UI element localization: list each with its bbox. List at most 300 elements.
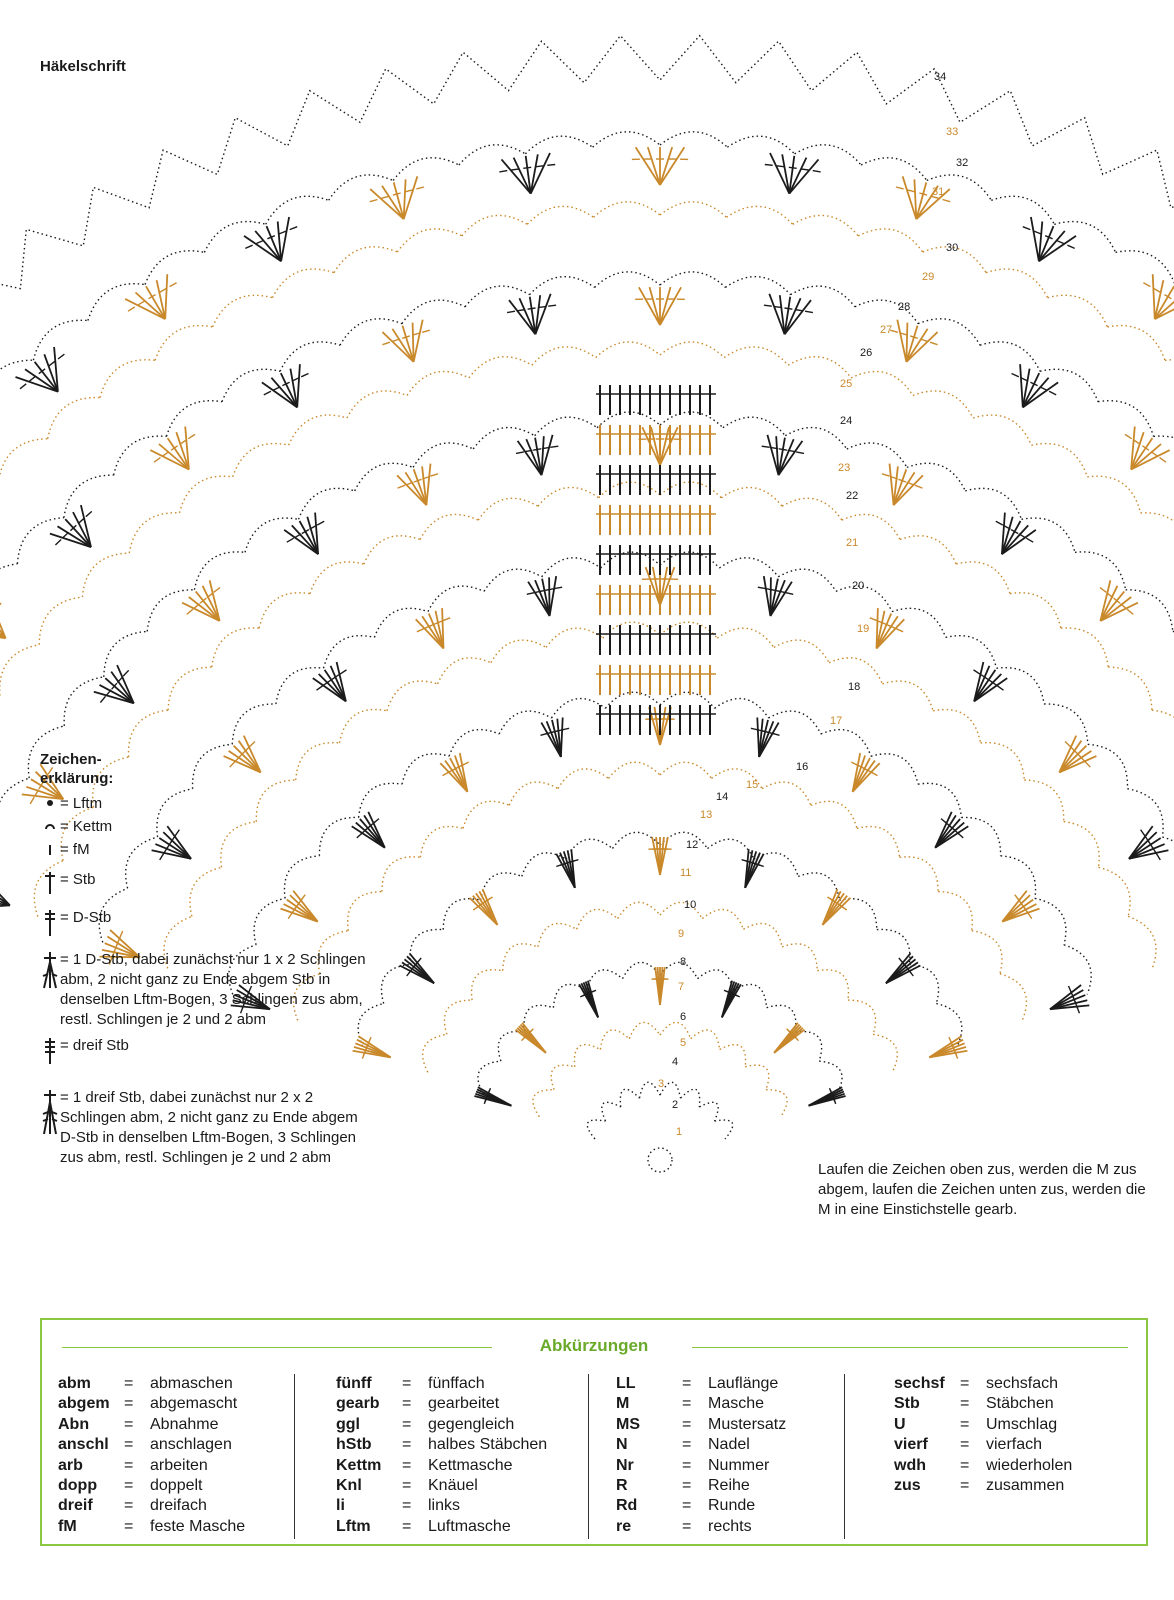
abbreviation-row: [894, 1394, 1072, 1414]
abbreviations-box: [40, 1318, 1148, 1546]
stitch-crossbar: [163, 452, 170, 457]
abbreviation-key: anschl: [58, 1436, 109, 1454]
stitch-crossbar: [499, 171, 507, 172]
stitch-crossbar: [1023, 227, 1031, 230]
stitch-post: [660, 147, 684, 185]
abbreviation-key: dreif: [58, 1497, 93, 1515]
stitch-crossbar: [785, 308, 793, 309]
stitch-crossbar: [997, 686, 1004, 691]
column-divider: [844, 1374, 845, 1539]
equals-sign: =: [402, 1375, 412, 1392]
abbreviation-meaning: links: [428, 1497, 461, 1515]
equals-sign: =: [124, 1517, 134, 1535]
round-number: 13: [700, 809, 713, 821]
round-number: 10: [684, 899, 697, 911]
stitch-crossbar: [1065, 742, 1071, 748]
equals-sign: =: [124, 1395, 134, 1413]
stitch-crossbar: [762, 446, 770, 447]
legend-item: [40, 908, 370, 938]
stitch-crossbar: [1056, 240, 1063, 243]
stitch-crossbar: [796, 452, 804, 454]
abbreviations-rule-right: [692, 1347, 1128, 1348]
abbreviation-row: [616, 1476, 786, 1496]
stitch-crossbar: [930, 342, 938, 345]
stitch-crossbar: [381, 196, 389, 198]
legend-item-label: = Kettm: [60, 818, 113, 835]
abbreviation-row: [58, 1496, 245, 1516]
abbreviation-row: [894, 1435, 1072, 1455]
abbreviation-row: [336, 1496, 547, 1516]
stitch-post: [642, 427, 660, 465]
stitch-crossbar: [193, 604, 199, 609]
round-number: 9: [678, 928, 685, 940]
chart-note: Laufen die Zeichen oben zus, werden die M zus abgem, laufen die Zeichen unten zus, werden die M in eine Einstichstelle gearb.: [818, 1161, 1146, 1218]
column-divider: [588, 1374, 589, 1539]
stitch-crossbar: [805, 311, 813, 312]
legend-item-label: = 1 D-Stb, dabei zunächst nur 1 x 2 Schlingen abm, 2 nicht ganz zu Ende abgem Stb in denselben Lftm-Bogen, 3 Schlingen zus abm, restl. Schlingen je 2 und 2 abm: [60, 951, 366, 1028]
chain-arch-round: [533, 1022, 787, 1116]
abbreviation-column: [894, 1374, 1072, 1496]
abbreviation-key: fM: [58, 1517, 77, 1535]
abbreviation-key: hStb: [336, 1436, 372, 1454]
stitch-post: [660, 427, 678, 465]
equals-sign: =: [402, 1497, 412, 1515]
stitch-crossbar: [507, 311, 515, 312]
round-number: 32: [956, 157, 969, 169]
round-number: 26: [860, 347, 873, 359]
abbreviation-row: [616, 1374, 786, 1394]
round-number: 4: [672, 1056, 679, 1068]
stitch-crossbar: [870, 772, 877, 776]
stitch-post: [906, 323, 907, 362]
abbreviation-meaning: zusammen: [986, 1477, 1065, 1495]
abbreviation-row: [58, 1435, 245, 1455]
stitch-crossbar: [1026, 538, 1033, 542]
stitch-crossbar: [1143, 283, 1150, 287]
abbreviation-meaning: Masche: [708, 1395, 765, 1413]
stitch-crossbar: [273, 387, 280, 391]
stitch-post: [660, 567, 667, 605]
legend-item-label: = Lftm: [60, 795, 103, 812]
equals-sign: =: [402, 1436, 412, 1454]
legend-item: [40, 950, 370, 1030]
stitch-crossbar: [541, 590, 549, 592]
stitch-post: [877, 619, 905, 648]
abbreviation-key: U: [894, 1415, 906, 1433]
stitch-post: [297, 364, 300, 407]
slip-stitch-icon: [40, 817, 60, 833]
abbreviation-key: abm: [58, 1375, 91, 1392]
abbreviation-meaning: Runde: [708, 1497, 756, 1515]
stitch-crossbar: [317, 521, 324, 525]
abbreviation-row: [336, 1476, 547, 1496]
abbreviation-key: LL: [616, 1375, 636, 1392]
stitch-post: [764, 576, 771, 616]
stitch-crossbar: [100, 696, 105, 702]
equals-sign: =: [682, 1415, 692, 1433]
stitch-post: [414, 320, 423, 362]
abbreviation-row: [58, 1517, 245, 1537]
abbreviation-row: [336, 1374, 547, 1394]
abbreviation-key: ggl: [336, 1415, 360, 1433]
stitch-crossbar: [430, 474, 438, 476]
round-number: 23: [838, 462, 851, 474]
abbreviation-key: Rd: [616, 1497, 638, 1515]
stitch-post: [660, 147, 672, 185]
stitch-post: [897, 320, 906, 362]
stitch-post: [1153, 274, 1155, 319]
legend-item: [40, 870, 370, 896]
equals-sign: =: [402, 1477, 412, 1495]
stitch-crossbar: [159, 289, 166, 293]
stitch-crossbar: [279, 231, 287, 234]
stitch-crossbar: [1160, 458, 1167, 463]
equals-sign: =: [124, 1456, 134, 1474]
stitch-crossbar: [443, 618, 450, 621]
symbol-legend: [40, 750, 370, 1168]
abbreviation-meaning: Nummer: [708, 1456, 770, 1474]
stitch-crossbar: [317, 686, 324, 691]
stitch-crossbar: [422, 330, 430, 332]
abbreviation-key: Abn: [58, 1415, 90, 1433]
equals-sign: =: [124, 1477, 134, 1495]
abbreviation-column: [616, 1374, 786, 1537]
stitch-post: [770, 580, 785, 616]
equals-sign: =: [124, 1497, 134, 1515]
stitch-crossbar: [547, 165, 555, 166]
legend-item-label: = fM: [60, 841, 90, 858]
stitch-post: [426, 464, 430, 506]
legend-item: [40, 840, 370, 860]
stitch-post: [549, 577, 550, 616]
stitch-crossbar: [138, 301, 145, 305]
abbreviation-row: [336, 1456, 547, 1476]
stitch-post: [653, 567, 660, 605]
stitch-crossbar: [214, 588, 220, 593]
equals-sign: =: [960, 1395, 970, 1413]
stitch-crossbar: [523, 167, 531, 168]
legend-item: [40, 1036, 370, 1066]
treble-cluster-icon: [40, 950, 60, 990]
equals-sign: =: [682, 1497, 692, 1515]
abbreviation-meaning: sechsfach: [986, 1375, 1059, 1392]
equals-sign: =: [960, 1436, 970, 1454]
equals-sign: =: [402, 1415, 412, 1433]
abbreviation-row: [616, 1496, 786, 1516]
abbreviation-meaning: Luftmasche: [428, 1517, 511, 1535]
abbreviation-row: [58, 1374, 245, 1394]
stitch-post: [660, 427, 669, 465]
round-number: 25: [840, 378, 853, 390]
abbreviation-meaning: vierfach: [986, 1436, 1043, 1454]
abbreviation-row: [616, 1415, 786, 1435]
abbreviation-row: [616, 1456, 786, 1476]
legend-item-label: = 1 dreif Stb, dabei zunächst nur 2 x 2 Schlingen abm, 2 nicht ganz zu Ende abgem D-Stb in denselben Lftm-Bogen, 3 Schlingen zus abm, restl. Schlingen je 2 und 2 abm: [60, 1089, 358, 1166]
equals-sign: =: [682, 1375, 692, 1392]
round-number: 16: [796, 761, 809, 773]
stitch-post: [0, 875, 10, 906]
stitch-crossbar: [554, 587, 562, 588]
round-number: 7: [678, 981, 685, 993]
stitch-crossbar: [882, 474, 890, 476]
abbreviation-key: Nr: [616, 1456, 634, 1474]
stitch-crossbar: [123, 670, 129, 676]
stitch-crossbar: [1100, 588, 1106, 593]
triple-treble-cluster-icon: [40, 1088, 60, 1136]
equals-sign: =: [682, 1395, 692, 1413]
abbreviation-meaning: gearbeitet: [428, 1395, 500, 1413]
round-number: 24: [840, 415, 853, 427]
round-number: 20: [852, 580, 865, 592]
stitch-crossbar: [128, 307, 135, 311]
stitch-crossbar: [264, 391, 271, 395]
abbreviation-key: re: [616, 1517, 632, 1535]
stitch-crossbar: [373, 819, 379, 824]
round-number: 28: [898, 301, 911, 313]
abbreviation-row: [894, 1374, 1072, 1394]
stitch-crossbar: [287, 538, 294, 542]
stitch-post: [413, 323, 414, 362]
legend-item: [40, 817, 370, 837]
stitch-post: [550, 576, 557, 616]
abbreviation-meaning: wiederholen: [986, 1456, 1073, 1474]
stitch-crossbar: [249, 742, 255, 748]
stitch-crossbar: [301, 374, 308, 377]
abbreviation-meaning: feste Masche: [150, 1517, 246, 1535]
abbreviation-meaning: halbes Stäbchen: [428, 1436, 548, 1454]
stitch-crossbar: [527, 593, 535, 595]
round-number: 17: [830, 715, 843, 727]
stitch-crossbar: [896, 187, 904, 189]
abbreviation-row: [894, 1456, 1072, 1476]
abbreviation-meaning: abmaschen: [150, 1375, 233, 1392]
treble-crochet-icon: [40, 908, 60, 938]
stitch-crossbar: [870, 618, 877, 621]
stitch-crossbar: [777, 166, 785, 167]
stitch-crossbar: [758, 587, 766, 588]
round-number: 3: [658, 1078, 665, 1090]
equals-sign: =: [402, 1456, 412, 1474]
stitch-post: [823, 898, 851, 925]
abbreviation-key: dopp: [58, 1477, 98, 1495]
abbreviation-column: [58, 1374, 245, 1537]
stitch-crossbar: [528, 308, 536, 309]
stitch-post: [660, 567, 674, 605]
equals-sign: =: [124, 1415, 134, 1433]
legend-item: [40, 794, 370, 814]
legend-item: [40, 1088, 370, 1168]
stitch-crossbar: [535, 166, 543, 167]
abbreviation-meaning: gegengleich: [428, 1415, 515, 1433]
stitch-crossbar: [801, 169, 809, 170]
stitch-crossbar: [1151, 452, 1158, 457]
stitch-crossbar: [533, 449, 541, 450]
magic-ring: [648, 1148, 672, 1172]
equals-sign: =: [960, 1456, 970, 1474]
stitch-crossbar: [957, 833, 963, 838]
stitch-post: [281, 217, 289, 261]
abbreviation-key: Knl: [336, 1477, 362, 1495]
chain-dot-icon: [40, 794, 60, 810]
stitch-crossbar: [1067, 245, 1074, 248]
abbreviation-row: [58, 1456, 245, 1476]
chain-arch-round: [587, 1082, 732, 1139]
round-number: 27: [880, 324, 893, 336]
stitch-crossbar: [915, 485, 923, 488]
equals-sign: =: [682, 1477, 692, 1495]
stitch-crossbar: [813, 171, 821, 172]
stitch-crossbar: [974, 670, 981, 674]
equals-sign: =: [682, 1436, 692, 1454]
stitch-crossbar: [1034, 231, 1042, 234]
abbreviation-meaning: anschlagen: [150, 1436, 232, 1454]
stitch-crossbar: [765, 165, 773, 166]
chain-arch-round: [0, 202, 1174, 813]
abbreviation-meaning: Reihe: [708, 1477, 750, 1495]
abbreviation-row: [616, 1517, 786, 1537]
abbreviation-row: [616, 1394, 786, 1414]
legend-item-label: = D-Stb: [60, 909, 112, 926]
equals-sign: =: [682, 1517, 692, 1535]
stitch-crossbar: [764, 305, 772, 306]
equals-sign: =: [402, 1395, 412, 1413]
legend-heading-1: Zeichen-: [40, 751, 102, 768]
stitch-crossbar: [548, 305, 556, 306]
abbreviation-row: [894, 1476, 1072, 1496]
stitch-crossbar: [188, 434, 195, 438]
abbreviation-key: li: [336, 1497, 345, 1515]
round-number: 5: [680, 1037, 687, 1049]
round-number: 30: [946, 242, 959, 254]
legend-heading-2: erklärung:: [40, 770, 114, 787]
abbreviation-key: MS: [616, 1415, 640, 1433]
abbreviation-meaning: Nadel: [708, 1436, 750, 1454]
stitch-crossbar: [290, 227, 298, 230]
stitch-crossbar: [1085, 761, 1090, 767]
abbreviation-key: N: [616, 1436, 628, 1454]
stitch-post: [646, 567, 660, 605]
stitch-post: [650, 287, 661, 325]
stitch-crossbar: [772, 590, 780, 592]
equals-sign: =: [960, 1415, 970, 1433]
abbreviation-key: abgem: [58, 1395, 110, 1413]
equals-sign: =: [402, 1517, 412, 1535]
stitch-crossbar: [30, 797, 34, 804]
abbreviation-meaning: Lauflänge: [708, 1375, 779, 1392]
stitch-crossbar: [63, 532, 69, 538]
abbreviation-row: [336, 1435, 547, 1455]
stitch-crossbar: [789, 167, 797, 168]
stitch-crossbar: [1049, 391, 1056, 395]
abbreviation-row: [58, 1415, 245, 1435]
stitch-post: [636, 147, 660, 185]
abbreviation-column: [336, 1374, 547, 1537]
round-number: 18: [848, 681, 861, 693]
round-number: 1: [676, 1126, 683, 1138]
equals-sign: =: [124, 1375, 134, 1392]
abbreviation-meaning: abgemascht: [150, 1395, 238, 1413]
abbreviation-key: M: [616, 1395, 630, 1413]
stitch-crossbar: [29, 376, 35, 381]
page-title: Häkelschrift: [40, 58, 126, 75]
stitch-crossbar: [779, 449, 787, 450]
stitch-crossbar: [340, 670, 347, 674]
stitch-crossbar: [48, 361, 54, 366]
abbreviation-key: wdh: [894, 1456, 926, 1474]
stitch-crossbar: [1156, 853, 1160, 860]
abbreviation-meaning: doppelt: [150, 1477, 203, 1495]
round-number: 14: [716, 791, 729, 803]
abbreviation-row: [336, 1517, 547, 1537]
stitch-crossbar: [256, 240, 263, 243]
equals-sign: =: [960, 1477, 970, 1495]
stitch-post: [1129, 832, 1157, 859]
abbreviation-meaning: dreifach: [150, 1497, 207, 1515]
abbreviation-meaning: Mustersatz: [708, 1415, 787, 1433]
stitch-post: [416, 619, 444, 648]
stitch-post: [535, 580, 550, 616]
stitch-crossbar: [154, 458, 161, 463]
stitch-post: [660, 287, 681, 325]
stitch-crossbar: [416, 187, 424, 189]
stitch-crossbar: [55, 540, 61, 546]
stitch-crossbar: [78, 518, 84, 523]
round-number: 2: [672, 1099, 679, 1111]
round-number: 31: [932, 186, 945, 198]
round-number: 15: [746, 779, 759, 791]
equals-sign: =: [682, 1456, 692, 1474]
stitch-crossbar: [516, 452, 524, 454]
abbreviation-row: [336, 1394, 547, 1414]
stitch-post: [890, 464, 894, 506]
abbreviation-key: Stb: [894, 1395, 920, 1413]
stitch-crossbar: [896, 629, 903, 632]
stitch-crossbar: [370, 200, 378, 202]
abbreviation-key: arb: [58, 1456, 83, 1474]
legend-item-label: = Stb: [60, 871, 96, 888]
abbreviation-meaning: rechts: [708, 1517, 752, 1535]
stitch-crossbar: [187, 609, 193, 614]
abbreviation-row: [616, 1435, 786, 1455]
stitch-crossbar: [774, 307, 782, 308]
abbreviation-meaning: Stäbchen: [986, 1395, 1054, 1413]
abbreviation-row: [58, 1394, 245, 1414]
abbreviation-meaning: Umschlag: [986, 1415, 1058, 1433]
abbreviation-row: [58, 1476, 245, 1496]
abbreviation-key: Lftm: [336, 1517, 371, 1535]
stitch-post: [1020, 364, 1023, 407]
abbreviation-key: R: [616, 1477, 628, 1495]
stitch-crossbar: [550, 446, 558, 447]
round-number: 33: [946, 126, 959, 138]
abbreviation-key: vierf: [894, 1436, 928, 1454]
abbreviation-key: zus: [894, 1477, 921, 1495]
stitch-crossbar: [996, 521, 1003, 525]
stitch-crossbar: [86, 511, 92, 516]
column-divider: [294, 1374, 295, 1539]
stitch-crossbar: [170, 283, 177, 287]
abbreviation-key: sechsf: [894, 1375, 945, 1392]
abbreviation-key: Kettm: [336, 1456, 382, 1474]
stitch-crossbar: [1125, 434, 1132, 438]
legend-item-label: = dreif Stb: [60, 1037, 129, 1054]
abbreviation-meaning: fünffach: [428, 1375, 485, 1392]
round-number: 19: [857, 623, 870, 635]
stitch-post: [660, 287, 671, 325]
round-number: 12: [686, 839, 699, 851]
stitch-crossbar: [943, 200, 951, 202]
round-number: 29: [922, 271, 935, 283]
